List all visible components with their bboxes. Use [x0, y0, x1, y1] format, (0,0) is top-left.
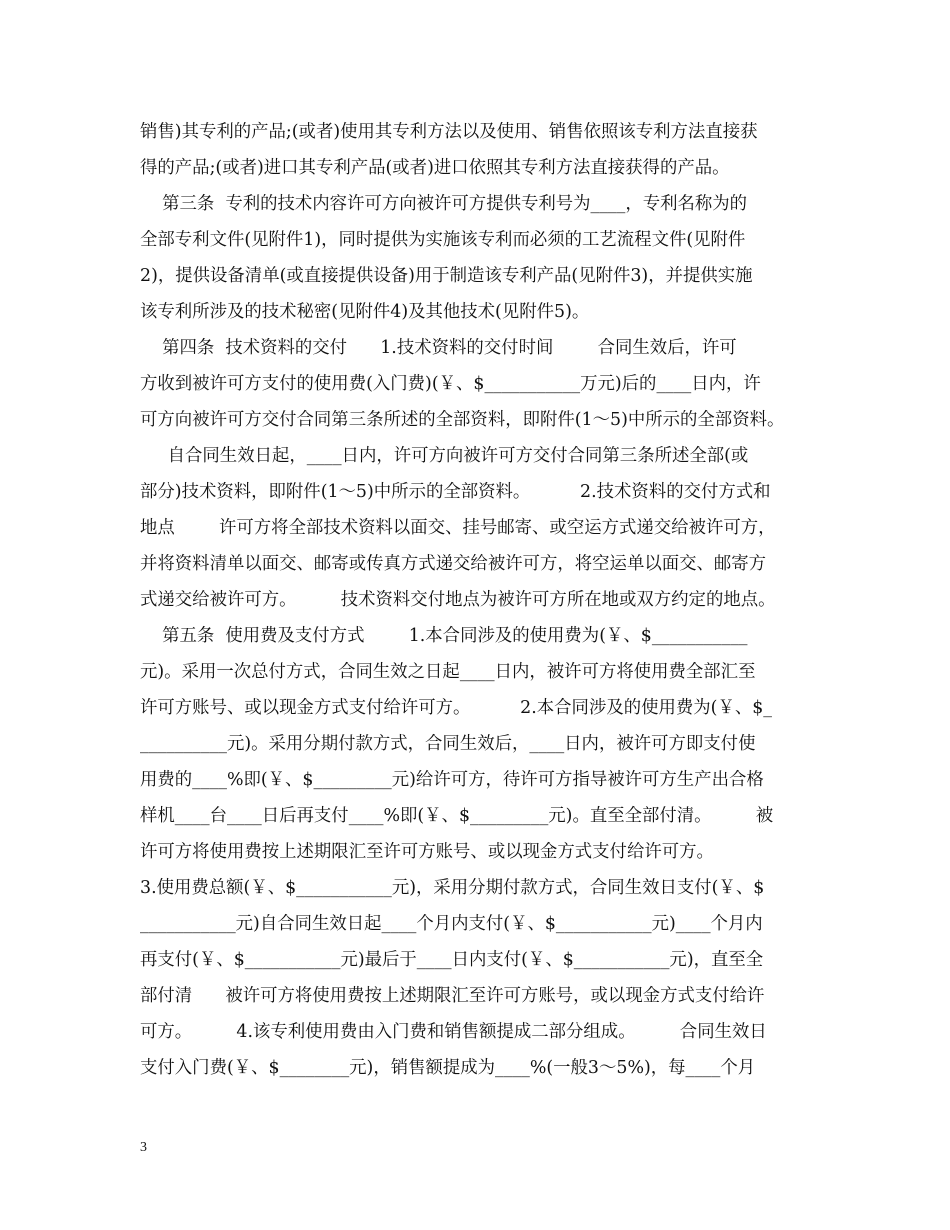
text-line: 全部专利文件(见附件1)，同时提供为实施该专利而必须的工艺流程文件(见附件	[140, 230, 746, 250]
text-line: 元)。采用一次总付方式，合同生效之日起____日内，被许可方将使用费全部汇至	[140, 662, 756, 682]
text-line: 样机____台____日后再支付____%即(￥、$_________元)。直至全部付清。 被	[140, 806, 774, 826]
text-line: 部付清 被许可方将使用费按上述期限汇至许可方账号，或以现金方式支付给许	[140, 986, 765, 1006]
text-line: 该专利所涉及的技术秘密(见附件4)及其他技术(见附件5)。	[140, 302, 590, 322]
text-line: 方收到被许可方支付的使用费(入门费)(￥、$___________万元)后的____日内，许	[140, 374, 761, 394]
text-line: __________元)。采用分期付款方式，合同生效后，____日内，被许可方即支付使	[140, 734, 756, 754]
text-line: 第五条 使用费及支付方式 1.本合同涉及的使用费为(￥、$___________	[140, 626, 748, 646]
text-line: 自合同生效日起，____日内，许可方向被许可方交付合同第三条所述全部(或	[140, 446, 749, 466]
text-line: 2)，提供设备清单(或直接提供设备)用于制造该专利产品(见附件3)，并提供实施	[140, 266, 753, 286]
text-line: 销售)其专利的产品;(或者)使用其专利方法以及使用、销售依照该专利方法直接获	[140, 122, 758, 142]
text-line: 支付入门费(￥、$________元)，销售额提成为____%(一般3～5%)，每____个月	[140, 1058, 756, 1078]
page-number: 3	[140, 1140, 147, 1155]
text-line: 部分)技术资料，即附件(1～5)中所示的全部资料。 2.技术资料的交付方式和	[140, 482, 771, 502]
text-line: 得的产品;(或者)进口其专利产品(或者)进口依照其专利方法直接获得的产品。	[140, 158, 730, 178]
document-body	[140, 114, 812, 1086]
text-line: 许可方账号、或以现金方式支付给许可方。 2.本合同涉及的使用费为(￥、$_	[140, 698, 773, 718]
text-line: 第三条 专利的技术内容许可方向被许可方提供专利号为____，专利名称为的	[140, 194, 748, 214]
text-line: 3.使用费总额(￥、$___________元)，采用分期付款方式，合同生效日支付(￥、$	[140, 878, 765, 898]
text-line: 用费的____%即(￥、$_________元)给许可方，待许可方指导被许可方生产出合格	[140, 770, 764, 790]
text-line: ___________元)自合同生效日起____个月内支付(￥、$___________元)____个月内	[140, 914, 763, 934]
text-line: 可方。 4.该专利使用费由入门费和销售额提成二部分组成。 合同生效日	[140, 1022, 767, 1042]
text-line: 许可方将使用费按上述期限汇至许可方账号、或以现金方式支付给许可方。	[140, 842, 714, 862]
text-line: 第四条 技术资料的交付 1.技术资料的交付时间 合同生效后，许可	[140, 338, 737, 358]
text-line: 再支付(￥、$___________元)最后于____日内支付(￥、$___________元)，直至全	[140, 950, 764, 970]
text-line: 可方向被许可方交付合同第三条所述的全部资料，即附件(1～5)中所示的全部资料。	[140, 410, 785, 430]
text-line: 式递交给被许可方。 技术资料交付地点为被许可方所在地或双方约定的地点。	[140, 590, 776, 610]
text-line: 并将资料清单以面交、邮寄或传真方式递交给被许可方，将空运单以面交、邮寄方	[140, 554, 767, 574]
text-line: 地点 许可方将全部技术资料以面交、挂号邮寄、或空运方式递交给被许可方，	[140, 518, 776, 538]
